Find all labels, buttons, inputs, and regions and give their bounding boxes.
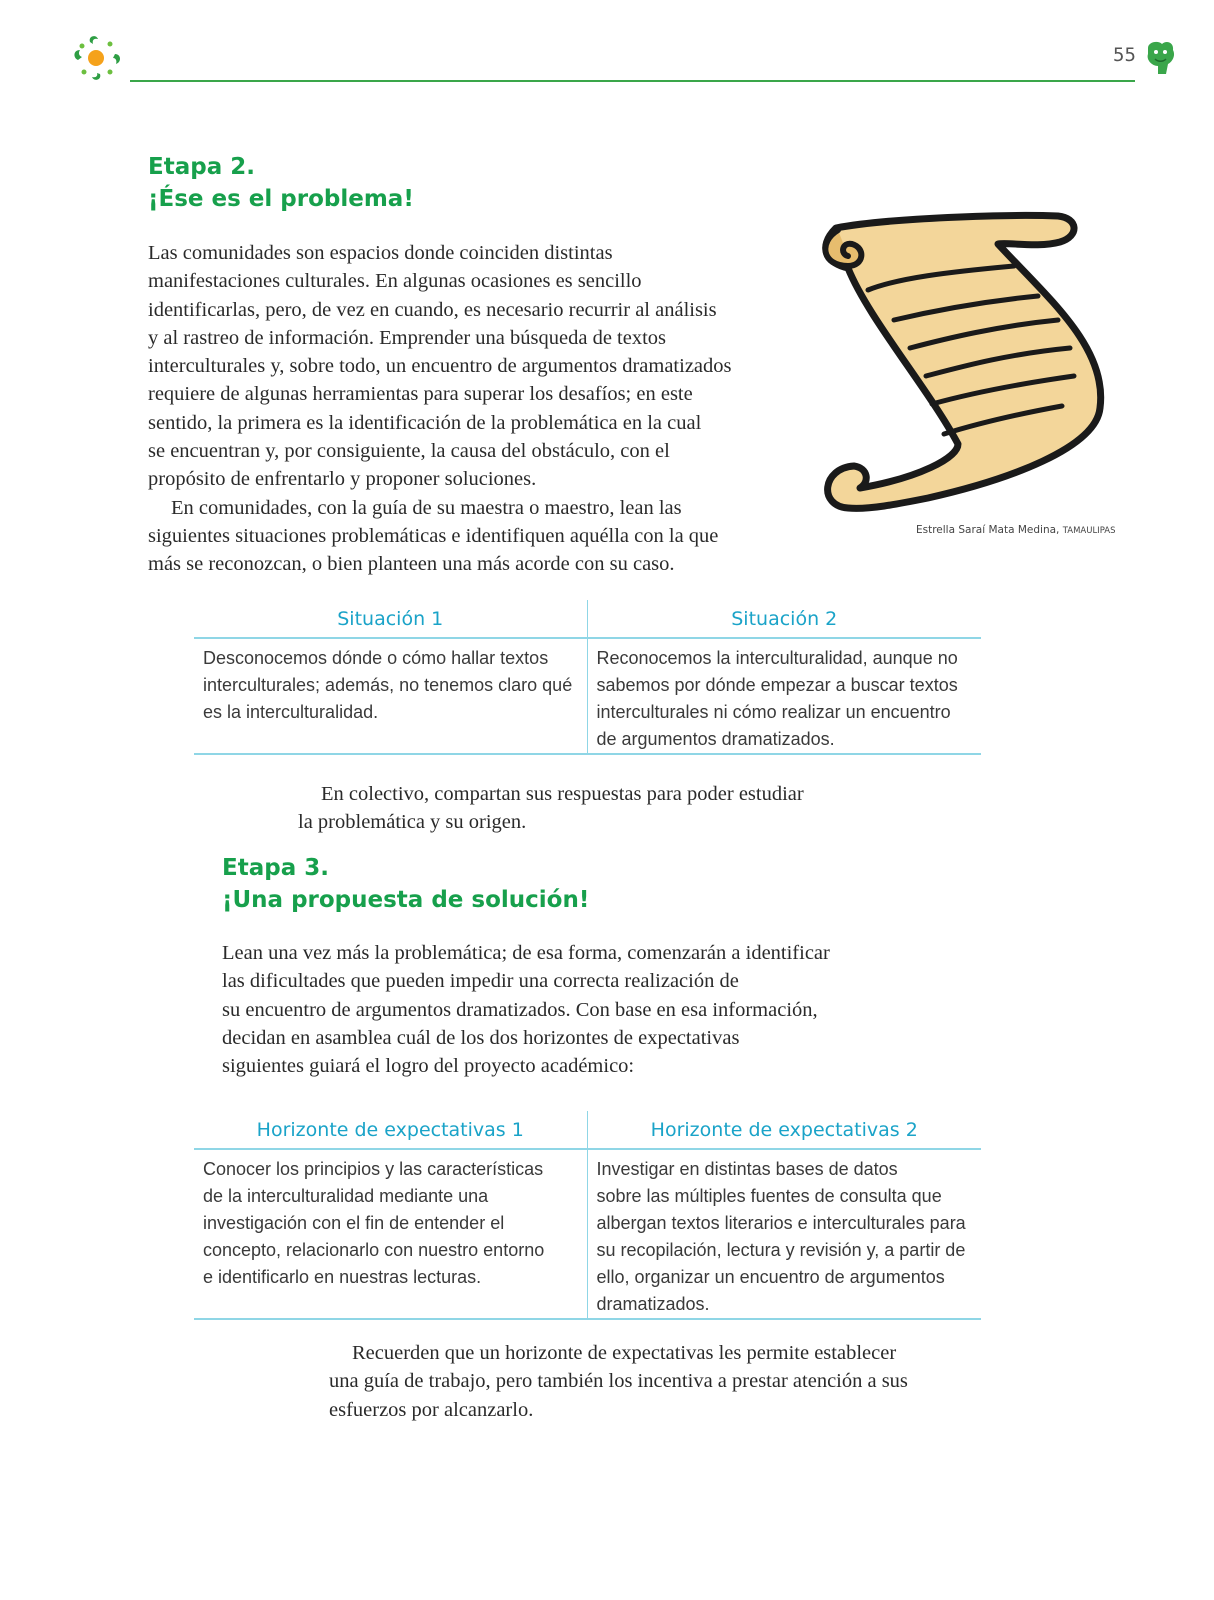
cell-line: sabemos por dónde empezar a buscar textos	[596, 675, 958, 695]
etapa3-title: Etapa 3.	[222, 855, 329, 881]
etapa3-paragraph	[222, 939, 922, 1080]
table-cell	[194, 638, 587, 754]
etapa2-subtitle: ¡Ése es el problema!	[148, 186, 414, 212]
page-number: 55	[1113, 44, 1136, 66]
situations-table	[194, 600, 981, 755]
text-line: siguientes situaciones problemáticas e identifiquen aquélla con la que	[148, 524, 719, 547]
cell-line: e identificarlo en nuestras lecturas.	[203, 1267, 482, 1287]
text-line: decidan en asamblea cuál de los dos horizontes de expectativas	[222, 1026, 740, 1049]
text-line: En comunidades, con la guía de su maestra o maestro, lean las	[171, 496, 682, 519]
cell-line: de la interculturalidad mediante una	[203, 1186, 489, 1206]
text-line: siguientes guiará el logro del proyecto académico:	[222, 1055, 635, 1078]
cell-line: ello, organizar un encuentro de argumentos	[596, 1267, 945, 1287]
text-line: se encuentran y, por consiguiente, la causa del obstáculo, con el	[148, 440, 670, 463]
cell-line: Reconocemos la interculturalidad, aunque no	[596, 648, 958, 668]
table-header: Horizonte de expectativas 2	[587, 1111, 981, 1149]
text-line: identificarlas, pero, de vez en cuando, es necesario recurrir al análisis	[148, 298, 717, 321]
cell-line: investigación con el fin de entender el	[203, 1213, 505, 1233]
etapa3-subtitle: ¡Una propuesta de solución!	[222, 887, 590, 913]
credit-state: TAMAULIPAS	[1062, 526, 1116, 536]
cell-line: es la interculturalidad.	[203, 702, 379, 722]
text-line: las dificultades que pueden impedir una correcta realización de	[222, 970, 739, 993]
cell-line: albergan textos literarios e interculturales para	[596, 1213, 966, 1233]
table-cell	[194, 1149, 587, 1319]
credit-name: Estrella Saraí Mata Medina,	[916, 524, 1060, 536]
table-cell	[587, 638, 981, 754]
parchment-scroll-illustration	[808, 208, 1128, 526]
table-cell	[587, 1149, 981, 1319]
text-line: manifestaciones culturales. En algunas ocasiones es sencillo	[148, 270, 642, 293]
colectivo-paragraph	[298, 780, 898, 837]
cell-line: interculturales ni cómo realizar un encuentro	[596, 702, 951, 722]
green-mascot-icon	[1144, 40, 1176, 76]
flower-logo-icon	[72, 34, 124, 84]
cell-line: Conocer los principios y las características	[203, 1159, 544, 1179]
cell-line: Desconocemos dónde o cómo hallar textos	[203, 648, 549, 668]
cell-line: concepto, relacionarlo con nuestro entorno	[203, 1240, 545, 1260]
table-header: Horizonte de expectativas 1	[194, 1111, 587, 1149]
text-line: más se reconozcan, o bien planteen una más acorde con su caso.	[148, 553, 675, 576]
recuerden-paragraph	[329, 1339, 1049, 1424]
table-header: Situación 2	[587, 600, 981, 638]
cell-line: interculturales; además, no tenemos claro qué	[203, 675, 573, 695]
header-rule	[130, 80, 1135, 82]
cell-line: sobre las múltiples fuentes de consulta que	[596, 1186, 942, 1206]
text-line: Recuerden que un horizonte de expectativas les permite establecer	[352, 1342, 897, 1364]
text-line: requiere de algunas herramientas para superar los desafíos; en este	[148, 383, 693, 406]
text-line: Lean una vez más la problemática; de esa forma, comenzarán a identificar	[222, 942, 830, 964]
cell-line: su recopilación, lectura y revisión y, a partir de	[596, 1240, 966, 1260]
text-line: propósito de enfrentarlo y proponer soluciones.	[148, 468, 537, 491]
text-line: interculturales y, sobre todo, un encuentro de argumentos dramatizados	[148, 355, 732, 378]
horizons-table	[194, 1111, 981, 1320]
etapa2-paragraph	[148, 239, 828, 579]
text-line: y al rastreo de información. Emprender una búsqueda de textos	[148, 326, 667, 349]
cell-line: dramatizados.	[596, 1294, 710, 1314]
text-line: Las comunidades son espacios donde coinciden distintas	[148, 242, 613, 264]
text-line: En colectivo, compartan sus respuestas para poder estudiar	[321, 783, 804, 805]
text-line: su encuentro de argumentos dramatizados. Con base en esa información,	[222, 998, 818, 1021]
cell-line: de argumentos dramatizados.	[596, 729, 835, 749]
text-line: una guía de trabajo, pero también los incentiva a prestar atención a sus	[329, 1370, 908, 1393]
image-credit	[916, 524, 1116, 536]
text-line: esfuerzos por alcanzarlo.	[329, 1398, 534, 1421]
cell-line: Investigar en distintas bases de datos	[596, 1159, 898, 1179]
etapa2-title: Etapa 2.	[148, 154, 255, 180]
table-header: Situación 1	[194, 600, 587, 638]
text-line: la problemática y su origen.	[298, 811, 527, 834]
text-line: sentido, la primera es la identificación de la problemática en la cual	[148, 411, 702, 434]
